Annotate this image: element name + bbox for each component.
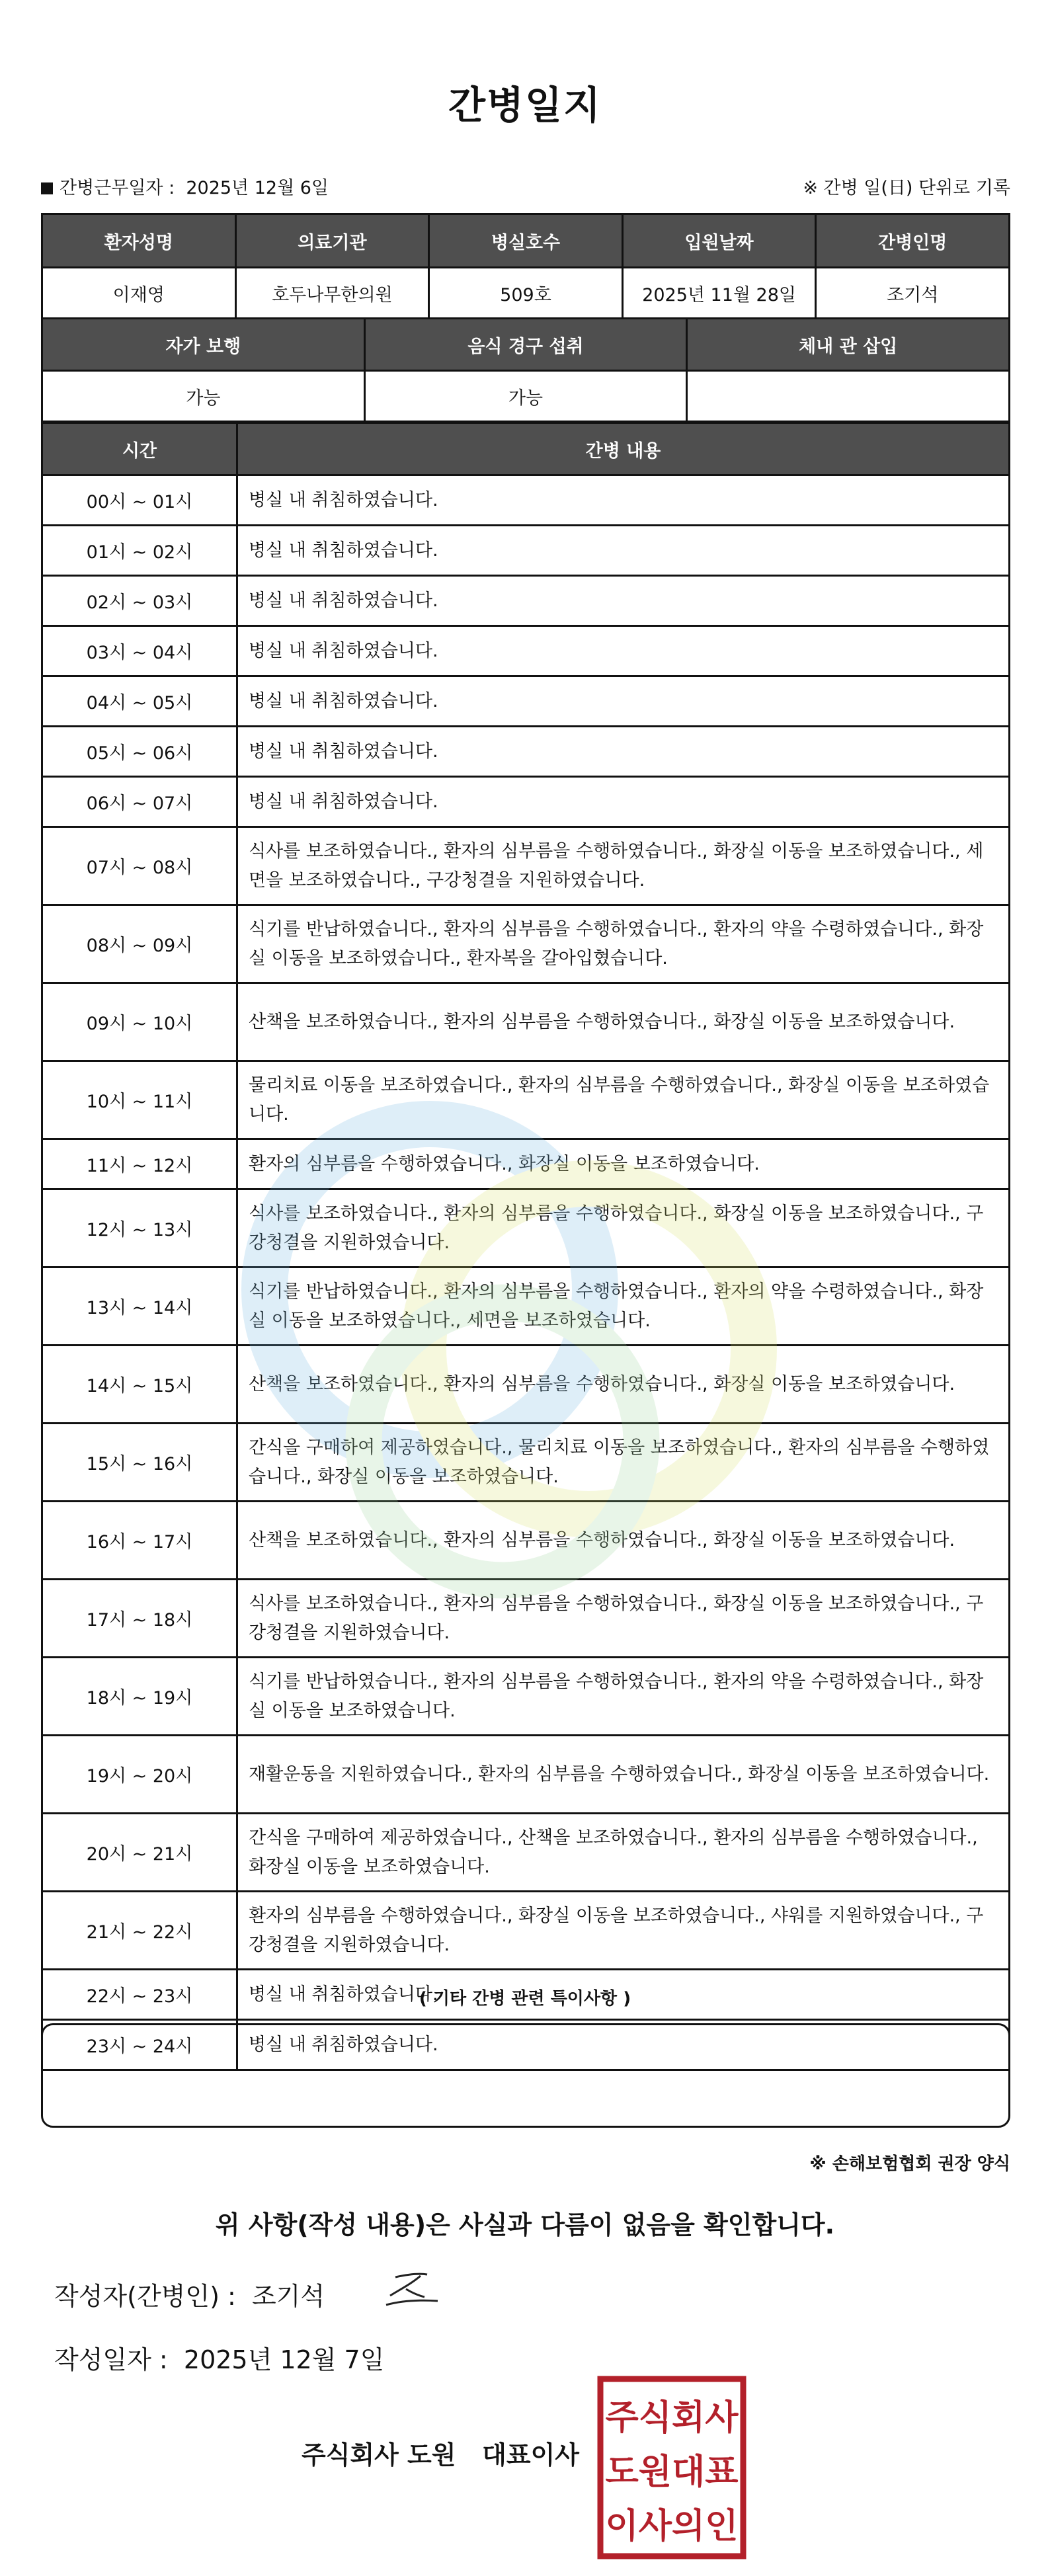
care-log-row xyxy=(42,827,1010,905)
status-header-row xyxy=(42,319,1010,371)
time-slot: 02시 ~ 03시 xyxy=(42,576,237,626)
care-content: 산책을 보조하였습니다., 환자의 심부름을 수행하였습니다., 화장실 이동을 보조하였습니다. xyxy=(237,983,1010,1061)
care-log-row xyxy=(42,526,1010,576)
care-content: 식기를 반납하였습니다., 환자의 심부름을 수행하였습니다., 환자의 약을 수령하였습니다., 화장실 이동을 보조하였습니다., 세면을 보조하였습니다. xyxy=(237,1268,1010,1346)
meta-row xyxy=(41,173,1010,200)
care-content: 병실 내 취침하였습니다. xyxy=(237,475,1010,526)
time-slot: 04시 ~ 05시 xyxy=(42,676,237,727)
admission-date: 2025년 11월 28일 xyxy=(622,268,816,319)
company-representative: 주식회사 도원 대표이사 xyxy=(302,2440,579,2470)
work-date-value: 2025년 12월 6일 xyxy=(186,178,329,198)
write-date-value: 2025년 12월 7일 xyxy=(183,2345,385,2374)
care-content: 산책을 보조하였습니다., 환자의 심부름을 수행하였습니다., 화장실 이동을 보조하였습니다. xyxy=(237,1502,1010,1580)
care-log-row xyxy=(42,1061,1010,1139)
medical-institution: 호두나무한의원 xyxy=(235,268,429,319)
time-slot: 01시 ~ 02시 xyxy=(42,526,237,576)
time-slot: 16시 ~ 17시 xyxy=(42,1502,237,1580)
time-slot: 00시 ~ 01시 xyxy=(42,475,237,526)
time-slot: 13시 ~ 14시 xyxy=(42,1268,237,1346)
care-content: 병실 내 취침하였습니다. xyxy=(237,626,1010,676)
care-log-table xyxy=(41,422,1010,2071)
care-log-row xyxy=(42,983,1010,1061)
work-date xyxy=(41,173,329,199)
time-slot: 10시 ~ 11시 xyxy=(42,1061,237,1139)
care-content: 환자의 심부름을 수행하였습니다., 화장실 이동을 보조하였습니다. xyxy=(237,1139,1010,1189)
care-content: 병실 내 취침하였습니다. xyxy=(237,2020,1010,2070)
care-content: 간식을 구매하여 제공하였습니다., 물리치료 이동을 보조하였습니다., 환자의 심부름을 수행하였습니다., 화장실 이동을 보조하였습니다. xyxy=(237,1424,1010,1502)
oral-intake-value: 가능 xyxy=(364,371,687,422)
svg-text:이사의인: 이사의인 xyxy=(605,2507,739,2546)
care-content: 병실 내 취침하였습니다. xyxy=(237,1970,1010,2020)
care-content: 식사를 보조하였습니다., 환자의 심부름을 수행하였습니다., 화장실 이동을 보조하였습니다., 구강청결을 지원하였습니다. xyxy=(237,1580,1010,1658)
time-slot: 14시 ~ 15시 xyxy=(42,1346,237,1424)
header-patient-name: 환자성명 xyxy=(42,214,236,268)
care-content: 재활운동을 지원하였습니다., 환자의 심부름을 수행하였습니다., 화장실 이동을 보조하였습니다. xyxy=(237,1736,1010,1814)
patient-info-value-row xyxy=(42,268,1010,319)
patient-info-header-row xyxy=(42,214,1010,268)
work-date-label: 간병근무일자 : xyxy=(60,178,175,198)
square-bullet-icon xyxy=(41,182,53,194)
care-log-row xyxy=(42,1814,1010,1892)
care-content: 환자의 심부름을 수행하였습니다., 화장실 이동을 보조하였습니다., 샤워를 지원하였습니다., 구강청결을 지원하였습니다. xyxy=(237,1892,1010,1970)
care-content: 병실 내 취침하였습니다. xyxy=(237,576,1010,626)
time-slot: 09시 ~ 10시 xyxy=(42,983,237,1061)
writer-line xyxy=(54,2276,325,2312)
care-log-row xyxy=(42,727,1010,777)
care-content: 간식을 구매하여 제공하였습니다., 산책을 보조하였습니다., 환자의 심부름을 수행하였습니다., 화장실 이동을 보조하였습니다. xyxy=(237,1814,1010,1892)
document-title: 간병일지 xyxy=(448,83,602,128)
time-slot: 15시 ~ 16시 xyxy=(42,1424,237,1502)
care-log-row xyxy=(42,626,1010,676)
care-content: 산책을 보조하였습니다., 환자의 심부름을 수행하였습니다., 화장실 이동을 보조하였습니다. xyxy=(237,1346,1010,1424)
room-number: 509호 xyxy=(429,268,623,319)
header-room-number: 병실호수 xyxy=(429,214,623,268)
remarks-title: ( 기타 간병 관련 특이사항 ) xyxy=(419,1989,631,2009)
patient-info-table xyxy=(41,213,1010,319)
care-log-body xyxy=(42,475,1010,2070)
status-value-row xyxy=(42,371,1010,422)
care-content: 병실 내 취침하였습니다. xyxy=(237,676,1010,727)
time-slot: 18시 ~ 19시 xyxy=(42,1658,237,1736)
time-slot: 23시 ~ 24시 xyxy=(42,2020,237,2070)
care-log-row xyxy=(42,676,1010,727)
header-admission-date: 입원날짜 xyxy=(622,214,816,268)
time-slot: 08시 ~ 09시 xyxy=(42,905,237,983)
care-content: 식기를 반납하였습니다., 환자의 심부름을 수행하였습니다., 환자의 약을 수령하였습니다., 화장실 이동을 보조하였습니다., 환자복을 갈아입혔습니다. xyxy=(237,905,1010,983)
care-log-row xyxy=(42,475,1010,526)
confirmation-statement: 위 사항(작성 내용)은 사실과 다름이 없음을 확인합니다. xyxy=(215,2210,835,2239)
care-content: 식사를 보조하였습니다., 환자의 심부름을 수행하였습니다., 화장실 이동을 보조하였습니다., 구강청결을 지원하였습니다. xyxy=(237,1189,1010,1268)
time-slot: 19시 ~ 20시 xyxy=(42,1736,237,1814)
record-unit-note: ※ 간병 일(日) 단위로 기록 xyxy=(803,178,1010,198)
care-log-row xyxy=(42,1189,1010,1268)
time-slot: 07시 ~ 08시 xyxy=(42,827,237,905)
care-content: 병실 내 취침하였습니다. xyxy=(237,727,1010,777)
writer-label: 작성자(간병인) : xyxy=(54,2282,236,2311)
care-content: 병실 내 취침하였습니다. xyxy=(237,777,1010,827)
form-note: ※ 손해보험협회 권장 양식 xyxy=(809,2154,1010,2174)
time-slot: 11시 ~ 12시 xyxy=(42,1139,237,1189)
care-log-row xyxy=(42,576,1010,626)
care-log-row xyxy=(42,1736,1010,1814)
write-date-label: 작성일자 : xyxy=(54,2345,168,2374)
care-content: 병실 내 취침하였습니다. xyxy=(237,526,1010,576)
company-seal-stamp xyxy=(595,2374,748,2561)
write-date-line xyxy=(54,2339,384,2376)
care-content: 식기를 반납하였습니다., 환자의 심부름을 수행하였습니다., 환자의 약을 수령하였습니다., 화장실 이동을 보조하였습니다. xyxy=(237,1658,1010,1736)
remarks-box xyxy=(41,2023,1010,2128)
care-log-row xyxy=(42,1502,1010,1580)
header-medical-institution: 의료기관 xyxy=(235,214,429,268)
caregiver-name: 조기석 xyxy=(816,268,1010,319)
self-walking-value: 가능 xyxy=(42,371,365,422)
time-slot: 20시 ~ 21시 xyxy=(42,1814,237,1892)
header-caregiver-name: 간병인명 xyxy=(816,214,1010,268)
care-log-row xyxy=(42,1268,1010,1346)
care-log-row xyxy=(42,1658,1010,1736)
time-slot: 05시 ~ 06시 xyxy=(42,727,237,777)
time-slot: 06시 ~ 07시 xyxy=(42,777,237,827)
signature-image xyxy=(381,2267,440,2313)
header-tube-insertion: 체내 관 삽입 xyxy=(687,319,1010,371)
time-slot: 12시 ~ 13시 xyxy=(42,1189,237,1268)
time-slot: 03시 ~ 04시 xyxy=(42,626,237,676)
time-slot: 17시 ~ 18시 xyxy=(42,1580,237,1658)
header-self-walking: 자가 보행 xyxy=(42,319,365,371)
status-info-table xyxy=(41,317,1010,423)
patient-name: 이재영 xyxy=(42,268,236,319)
care-content: 식사를 보조하였습니다., 환자의 심부름을 수행하였습니다., 화장실 이동을 보조하였습니다., 세면을 보조하였습니다., 구강청결을 지원하였습니다. xyxy=(237,827,1010,905)
tube-insertion-value xyxy=(687,371,1010,422)
care-log-row xyxy=(42,905,1010,983)
care-log-row xyxy=(42,777,1010,827)
svg-text:주식회사: 주식회사 xyxy=(605,2398,739,2438)
writer-name: 조기석 xyxy=(251,2282,325,2311)
care-log-row xyxy=(42,1892,1010,1970)
header-care-content: 간병 내용 xyxy=(237,423,1010,475)
care-log-header-row xyxy=(42,423,1010,475)
care-content: 물리치료 이동을 보조하였습니다., 환자의 심부름을 수행하였습니다., 화장실 이동을 보조하였습니다. xyxy=(237,1061,1010,1139)
care-log-row xyxy=(42,1580,1010,1658)
header-oral-intake: 음식 경구 섭취 xyxy=(364,319,687,371)
care-log-row xyxy=(42,1139,1010,1189)
care-log-row xyxy=(42,1346,1010,1424)
time-slot: 22시 ~ 23시 xyxy=(42,1970,237,2020)
svg-text:도원대표: 도원대표 xyxy=(605,2452,739,2492)
care-log-row xyxy=(42,1424,1010,1502)
time-slot: 21시 ~ 22시 xyxy=(42,1892,237,1970)
header-time: 시간 xyxy=(42,423,237,475)
